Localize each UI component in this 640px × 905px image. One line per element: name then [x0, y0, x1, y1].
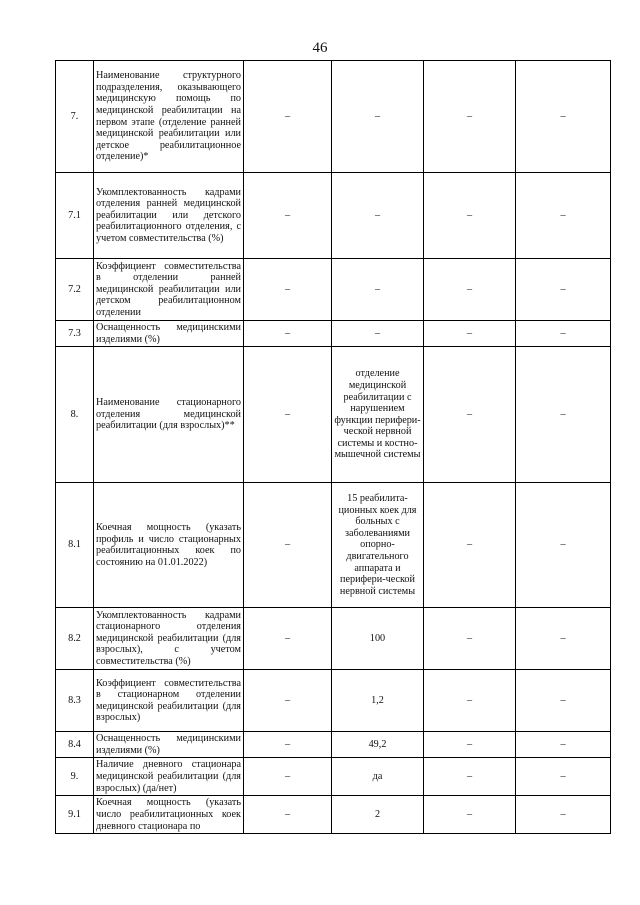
table-row	[56, 732, 611, 758]
row-number: 8.4	[56, 732, 94, 758]
cell-value: –	[516, 796, 611, 834]
cell-value: –	[244, 61, 332, 173]
cell-value: –	[516, 608, 611, 670]
row-name: Укомплектованность кадрами отделения ранней медицинской реабилитации или детского реабилитационного отделения, с учетом совместительства (%)	[94, 173, 244, 259]
cell-value: –	[516, 347, 611, 483]
cell-value: –	[424, 796, 516, 834]
cell-value: –	[516, 61, 611, 173]
table-row	[56, 61, 611, 173]
cell-value: –	[332, 321, 424, 347]
table-row	[56, 608, 611, 670]
cell-value: отделение медицинской реабилитации с нарушением функции перифери-ческой нервной системы и костно-мышечной системы	[332, 347, 424, 483]
row-name: Коэффициент совместительства в отделении ранней медицинской реабилитации или детском реабилитационном отделении	[94, 259, 244, 321]
cell-value: –	[516, 259, 611, 321]
cell-value: –	[332, 61, 424, 173]
table-row	[56, 321, 611, 347]
table-row	[56, 670, 611, 732]
row-number: 9.1	[56, 796, 94, 834]
row-name: Коэффициент совместительства в стационарном отделении медицинской реабилитации (для взрослых)	[94, 670, 244, 732]
row-number: 7.2	[56, 259, 94, 321]
row-name: Оснащенность медицинскими изделиями (%)	[94, 321, 244, 347]
row-number: 8.	[56, 347, 94, 483]
cell-value: –	[424, 321, 516, 347]
row-name: Наименование стационарного отделения медицинской реабилитации (для взрослых)**	[94, 347, 244, 483]
cell-value: –	[244, 758, 332, 796]
page-number: 46	[312, 40, 328, 56]
cell-value: –	[424, 758, 516, 796]
row-number: 8.2	[56, 608, 94, 670]
row-name: Оснащенность медицинскими изделиями (%)	[94, 732, 244, 758]
cell-value: 2	[332, 796, 424, 834]
cell-value: –	[244, 796, 332, 834]
row-number: 7.1	[56, 173, 94, 259]
cell-value: –	[424, 173, 516, 259]
cell-value: –	[516, 670, 611, 732]
cell-value: –	[424, 259, 516, 321]
table-row	[56, 483, 611, 608]
cell-value: –	[244, 670, 332, 732]
row-number: 7.3	[56, 321, 94, 347]
cell-value: –	[244, 173, 332, 259]
table-row	[56, 796, 611, 834]
cell-value: –	[424, 61, 516, 173]
cell-value: –	[424, 608, 516, 670]
row-name: Наличие дневного стационара медицинской реабилитации (для взрослых) (да/нет)	[94, 758, 244, 796]
cell-value: –	[244, 732, 332, 758]
cell-value: 100	[332, 608, 424, 670]
data-table	[55, 60, 611, 834]
row-name: Укомплектованность кадрами стационарного отделения медицинской реабилитации (для взрослых), с учетом совместительства (%)	[94, 608, 244, 670]
cell-value: –	[516, 173, 611, 259]
cell-value: –	[244, 321, 332, 347]
cell-value: 15 реабилита-ционных коек для больных с заболеваниями опорно-двигательного аппарата и перифери-ческой нервной системы	[332, 483, 424, 608]
row-number: 7.	[56, 61, 94, 173]
cell-value: –	[332, 173, 424, 259]
cell-value: –	[424, 347, 516, 483]
cell-value: –	[244, 347, 332, 483]
cell-value: –	[424, 732, 516, 758]
table-row	[56, 259, 611, 321]
cell-value: –	[244, 608, 332, 670]
table-row	[56, 347, 611, 483]
row-name: Коечная мощность (указать число реабилитационных коек дневного стационара по	[94, 796, 244, 834]
cell-value: –	[516, 758, 611, 796]
cell-value: –	[244, 259, 332, 321]
cell-value: –	[516, 321, 611, 347]
row-name: Наименование структурного подразделения, оказывающего медицинскую помощь по медицинской реабилитации на первом этапе (отделение ранней медицинской реабилитации или детское реабилитационное отделение)*	[94, 61, 244, 173]
cell-value: 49,2	[332, 732, 424, 758]
cell-value: 1,2	[332, 670, 424, 732]
cell-value: –	[244, 483, 332, 608]
table-row	[56, 173, 611, 259]
row-name: Коечная мощность (указать профиль и число стационарных реабилитационных коек по состоянию на 01.01.2022)	[94, 483, 244, 608]
row-number: 8.1	[56, 483, 94, 608]
cell-value: –	[424, 483, 516, 608]
cell-value: –	[332, 259, 424, 321]
table-row	[56, 758, 611, 796]
cell-value: –	[516, 483, 611, 608]
cell-value: –	[424, 670, 516, 732]
cell-value: –	[516, 732, 611, 758]
row-number: 8.3	[56, 670, 94, 732]
row-number: 9.	[56, 758, 94, 796]
cell-value: да	[332, 758, 424, 796]
